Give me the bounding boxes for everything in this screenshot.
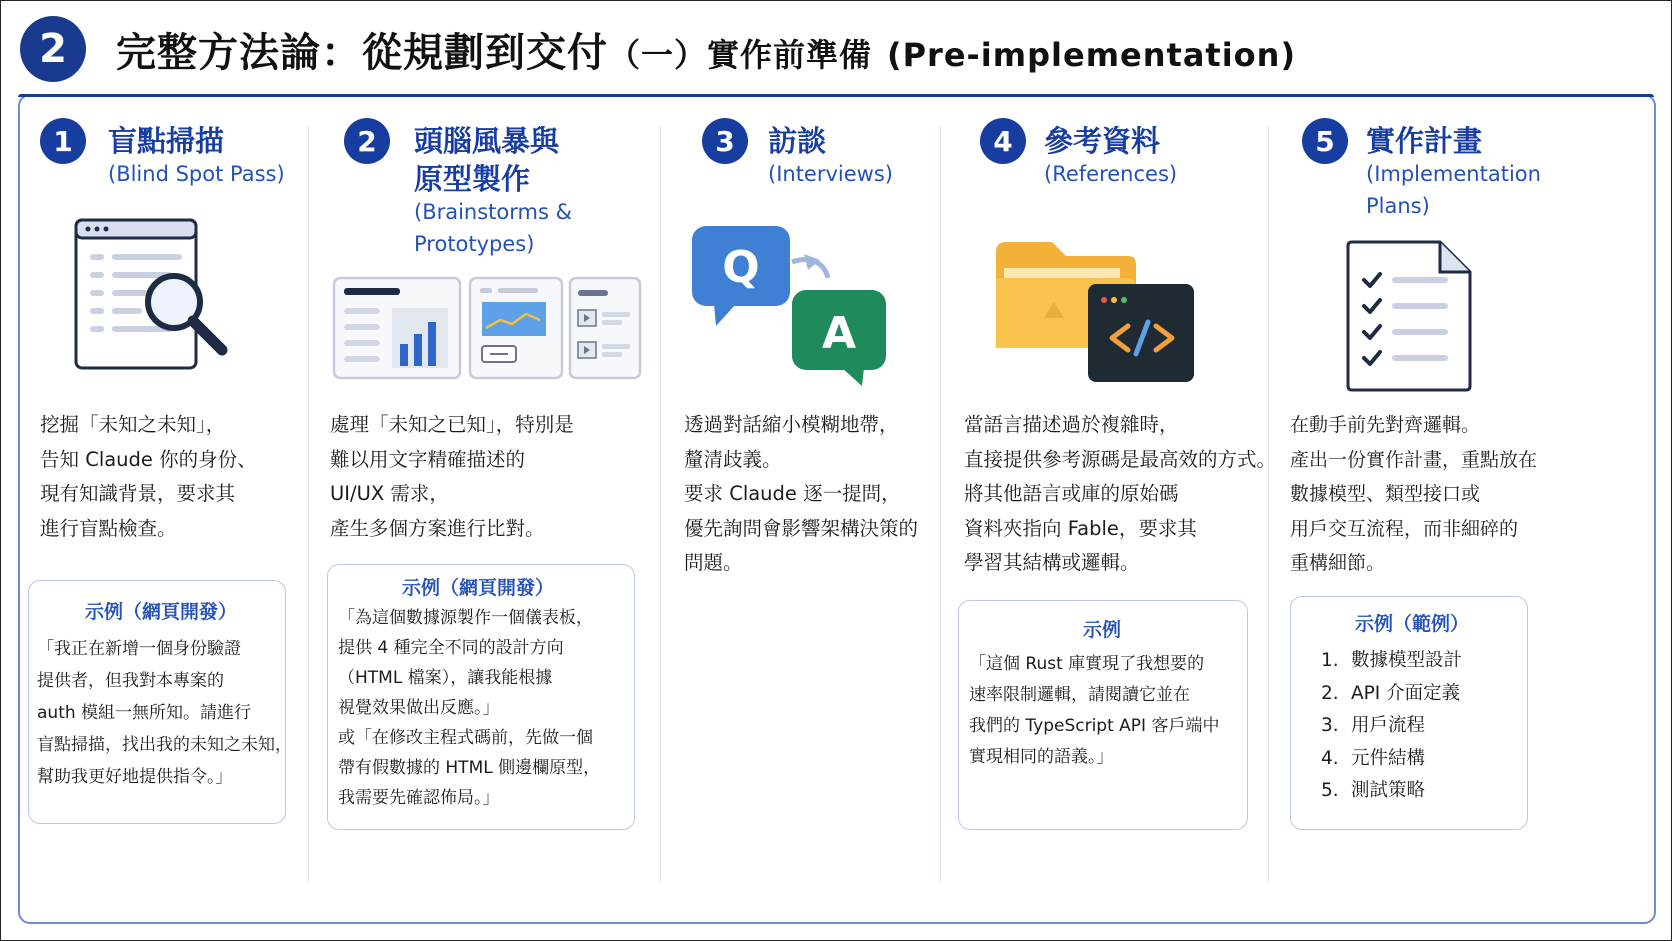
checklist-document-icon [1344,240,1474,392]
q-letter: Q [722,242,760,293]
example-text [37,633,292,793]
example-line: 「為這個數據源製作一個儀表板， [338,608,593,628]
desc-line: 在動手前先對齊邏輯。 [1290,414,1481,436]
frame-accent-bar [18,94,1654,97]
subtitle-line: Plans) [1366,194,1430,218]
desc-line: 處理「未知之已知」，特別是 [330,413,574,436]
example-line: 「我正在新增一個身份驗證 [37,639,241,659]
column-title: 實作計畫 [1366,124,1483,158]
example-text [969,649,1219,773]
desc-line: 現有知識背景，要求其 [40,482,236,505]
step-number: 5 [1302,118,1348,164]
step-number: 2 [344,118,390,164]
example-line: 或「在修改主程式碼前，先做一個 [338,728,593,748]
prototype-wireframes-icon [332,276,642,380]
desc-line: 釐清歧義。 [684,447,782,471]
desc-line: 產生多個方案進行比對。 [330,516,545,540]
step-number: 4 [980,118,1026,164]
question-answer-bubbles-icon [692,226,892,386]
desc-line: 挖掘「未知之未知」， [40,413,226,436]
example-title: 示例（網頁開發） [402,577,555,599]
column-title: 參考資料 [1044,124,1161,158]
example-line: 「這個 Rust 庫實現了我想要的 [969,654,1205,674]
list-item: 3. 用戶流程 [1321,715,1426,736]
desc-line: 重構細節。 [1290,552,1386,574]
column-subtitle: (Blind Spot Pass) [108,162,285,186]
title-line: 頭腦風暴與 [414,124,560,158]
desc-line: 當語言描述過於複雜時， [964,413,1179,436]
document-magnifier-icon [72,216,232,376]
column-subtitle [414,196,572,260]
column-divider [940,126,941,881]
example-box [327,564,635,830]
example-list [1321,645,1462,808]
column-description [1290,408,1537,581]
example-box [28,580,292,824]
desc-line: 要求 Claude 逐一提問， [684,482,901,505]
example-box [1290,596,1528,830]
section-number-badge: 2 [20,16,86,82]
column-title: 訪談 [768,124,827,158]
desc-line: 資料夾指向 Fable，要求其 [964,516,1197,540]
example-line: 視覺效果做出反應。」 [338,698,500,718]
example-line: 帶有假數據的 HTML 側邊欄原型， [338,758,601,778]
header [20,14,1296,84]
desc-line: 產出一份實作計畫，重點放在 [1290,448,1538,471]
list-item: 4. 元件結構 [1321,747,1426,769]
column-subtitle: (References) [1044,162,1178,186]
example-line: 提供 4 種完全不同的設計方向 [338,638,564,658]
step-number: 1 [40,118,86,164]
example-line: 我需要先確認佈局。」 [338,788,500,808]
column-title: 盲點掃描 [108,124,225,158]
column-description [330,408,574,546]
subtitle-line: (Brainstorms & [414,200,572,224]
example-line: 幫助我更好地提供指令。」 [37,767,233,787]
column-subtitle: (Interviews) [768,162,893,186]
example-line: 速率限制邏輯，請閱讀它並在 [969,685,1190,705]
subtitle-line: (Implementation [1366,162,1541,186]
page-title [116,21,1296,78]
list-item: 5. 測試策略 [1321,780,1426,801]
subtitle-line: Prototypes) [414,232,535,256]
column-divider [660,126,661,881]
desc-line: 告知 Claude 你的身份、 [40,447,257,471]
example-line: 實現相同的語義。」 [969,747,1114,767]
desc-line: 問題。 [684,551,743,574]
example-line: （HTML 檔案），讓我能根據 [338,668,553,688]
desc-line: 數據模型、類型接口或 [1290,483,1481,505]
example-line: 我們的 TypeScript API 客戶端中 [969,716,1220,736]
desc-line: 優先詢問會影響架構決策的 [684,516,919,540]
column-description [684,408,918,581]
desc-line: UI/UX 需求， [330,482,449,505]
desc-line: 進行盲點檢查。 [40,516,177,540]
desc-line: 透過對話縮小模糊地帶， [684,413,899,436]
list-item: 1. 數據模型設計 [1321,650,1463,671]
list-item: 2. API 介面定義 [1321,682,1461,704]
desc-line: 用戶交互流程，而非細碎的 [1290,517,1519,540]
example-line: 盲點掃描，找出我的未知之未知， [37,735,292,755]
title-sub: （一）實作前準備 [608,35,873,74]
desc-line: 難以用文字精確描述的 [330,447,526,471]
example-text [338,603,600,813]
example-box [958,600,1248,830]
step-number: 3 [702,118,748,164]
example-line: auth 模組一無所知。請進行 [37,703,252,723]
example-title: 示例（網頁開發） [85,601,238,623]
folder-code-icon [996,238,1196,384]
column-description [964,408,1276,581]
a-letter: A [821,308,857,359]
column-subtitle [1366,158,1541,222]
column-description [40,408,257,546]
title-en: (Pre-implementation) [886,35,1297,74]
title-line: 原型製作 [414,162,531,196]
column-title [414,122,559,198]
desc-line: 學習其結構或邏輯。 [964,551,1140,574]
desc-line: 將其他語言或庫的原始碼 [964,482,1179,505]
title-main: 完整方法論：從規劃到交付 [116,29,608,76]
desc-line: 直接提供參考源碼是最高效的方式。 [964,447,1277,471]
example-line: 提供者，但我對本專案的 [37,671,224,691]
column-divider [308,126,309,881]
example-title: 示例 [1083,619,1122,641]
example-title: 示例（範例） [1355,613,1470,635]
